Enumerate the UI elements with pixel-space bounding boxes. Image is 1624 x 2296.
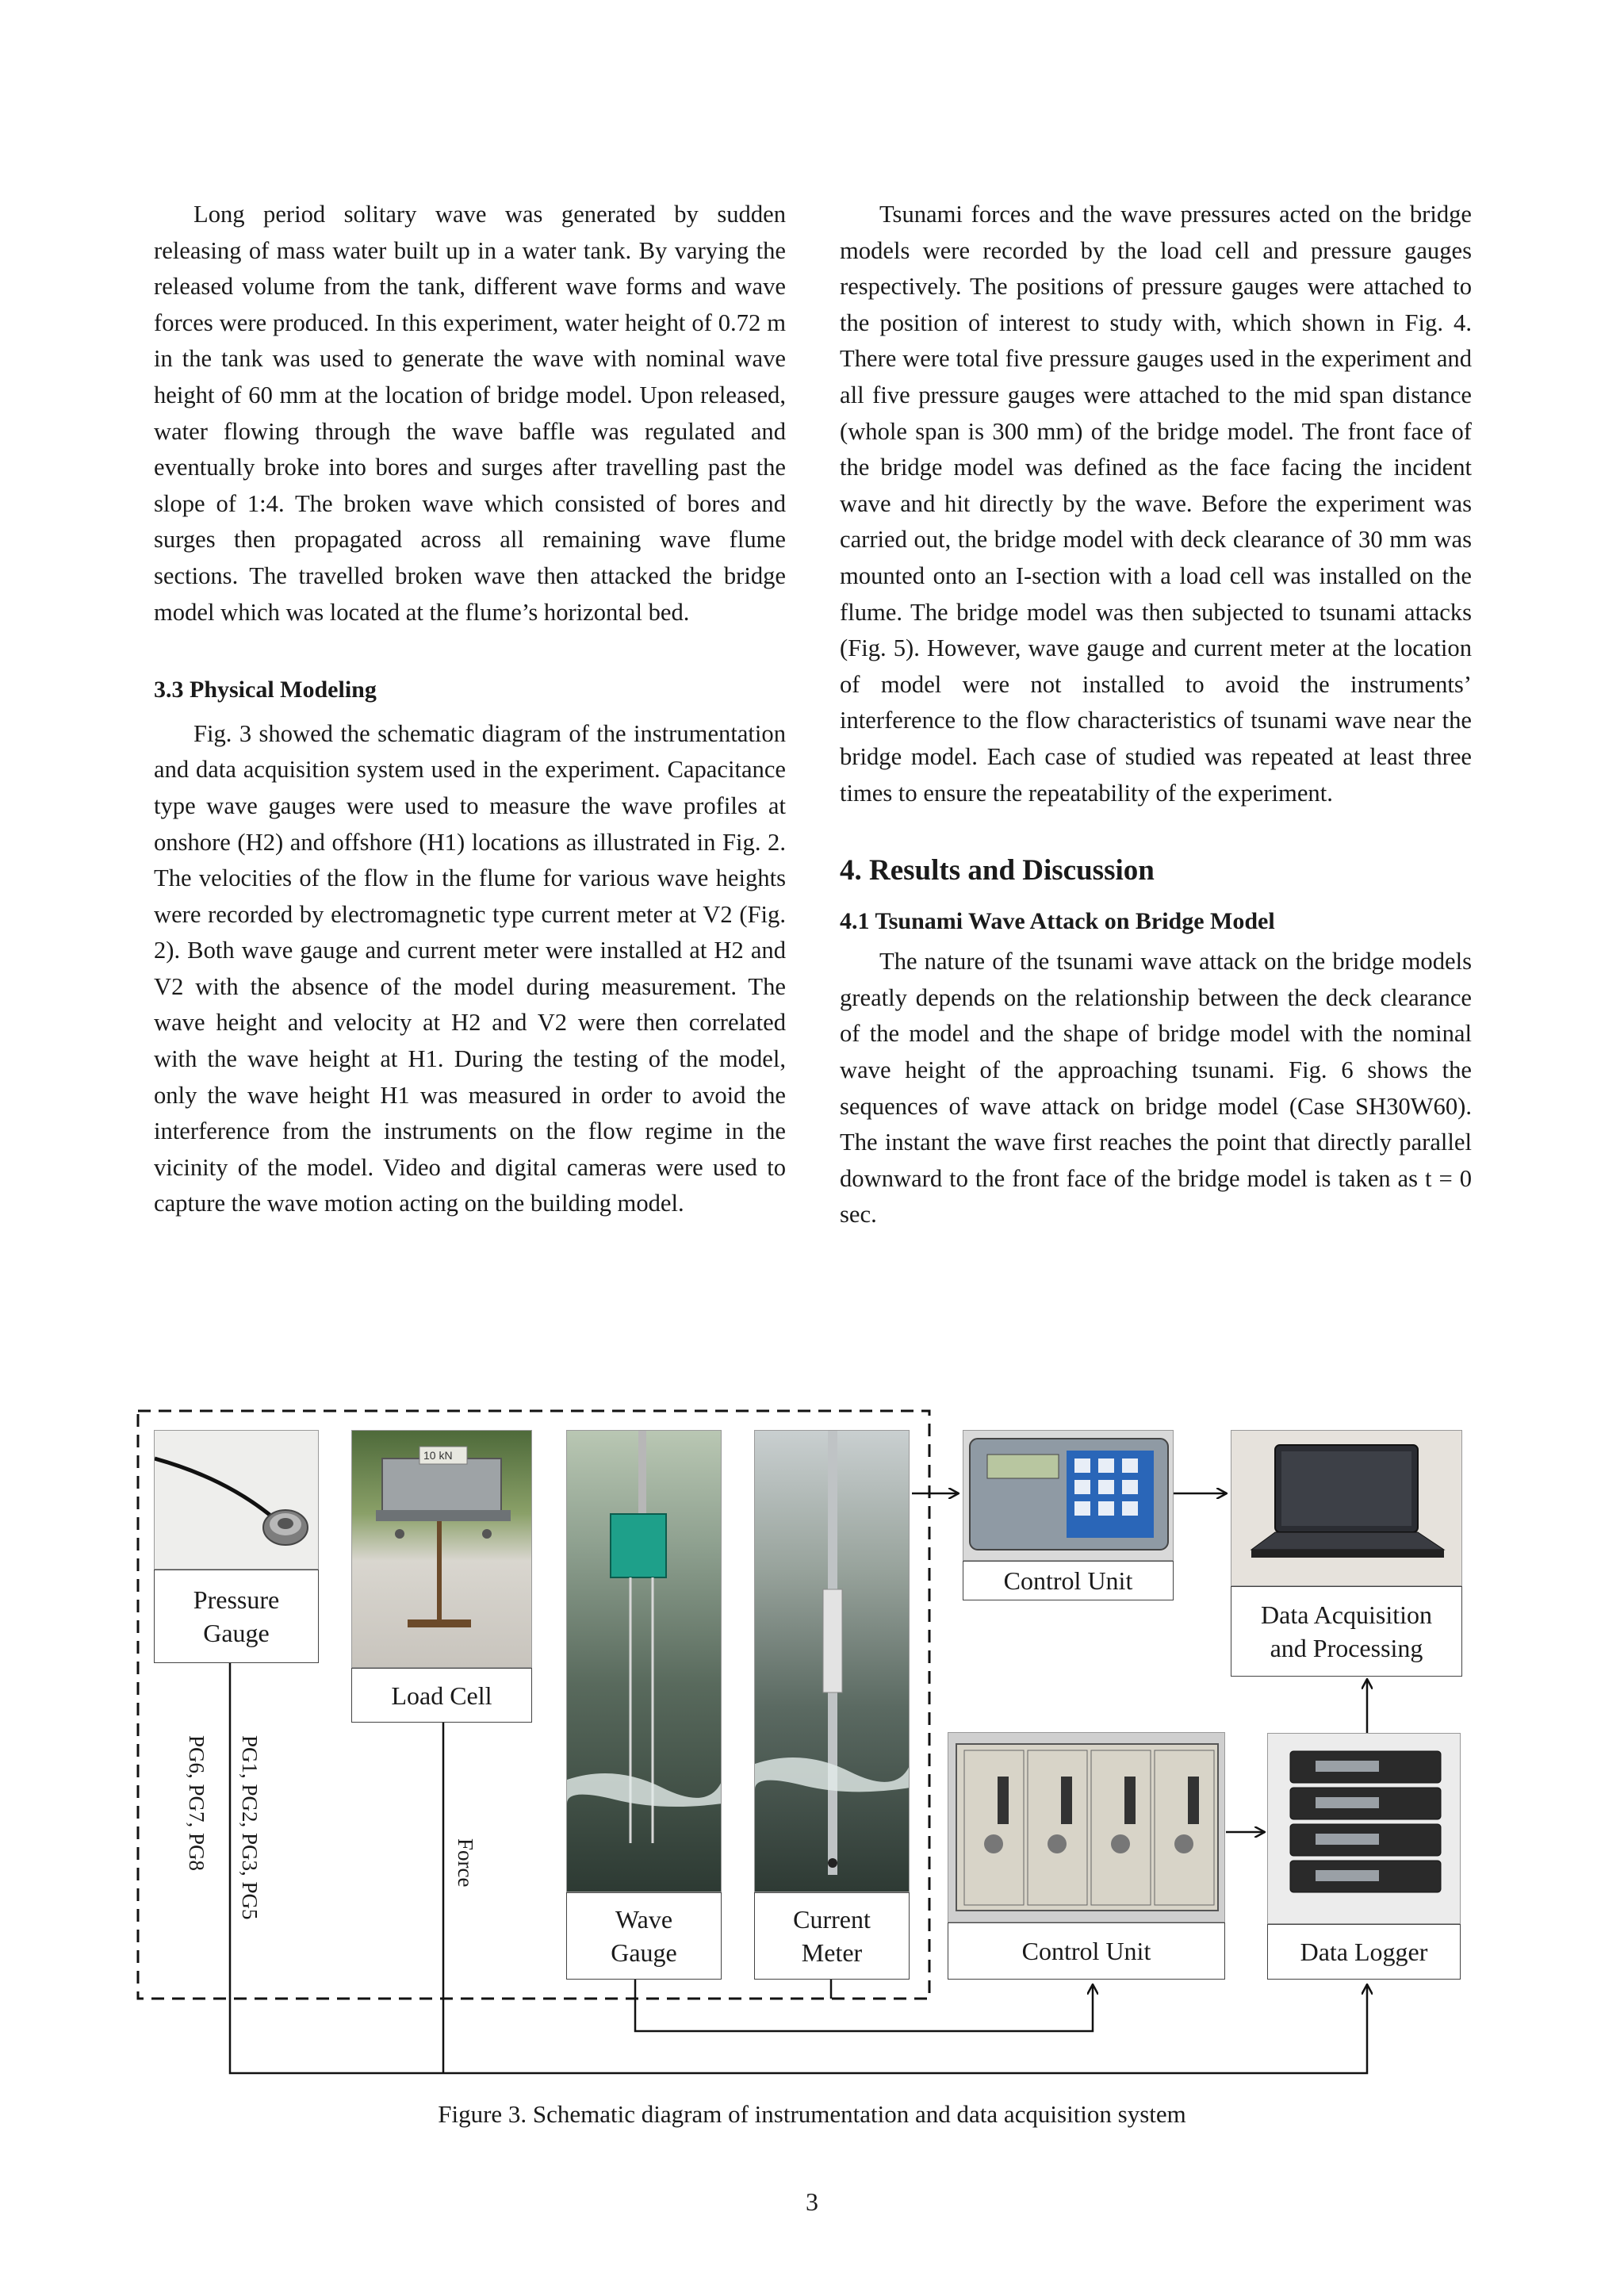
figure-caption: Figure 3. Schematic diagram of instrumentation and data acquisition system <box>438 2100 1186 2128</box>
data-logger-label: Data Logger <box>1267 1924 1461 1980</box>
pressure-gauge-icon <box>155 1431 319 1570</box>
control-unit-top-icon <box>963 1431 1174 1561</box>
page-number: 3 <box>806 2187 818 2216</box>
current-meter-icon <box>755 1431 910 1892</box>
section-heading-3-3: 3.3 Physical Modeling <box>154 677 377 703</box>
pressure-gauge-photo <box>154 1430 319 1570</box>
laptop-icon <box>1231 1431 1462 1586</box>
force-label: Force <box>454 1838 477 1888</box>
load-cell-tag: 10 kN <box>423 1449 453 1462</box>
right-paragraph-2: The nature of the tsunami wave attack on the bridge models greatly depends on the relationship between the deck clearance of the model and the shape of bridge model with the nominal wave height of the approaching tsunami. Fig. 6 shows the sequences of wave attack on bridge model (Case SH30W60). The instant the wave first reaches the point that directly parallel downward to the front face of the bridge model is taken as t = 0 sec. <box>840 948 1472 1228</box>
current-meter-label: Current Meter <box>754 1892 910 1980</box>
load-cell-label: Load Cell <box>351 1668 532 1723</box>
wave-gauge-line <box>635 1980 1093 2031</box>
control-unit-bottom-label: Control Unit <box>948 1922 1225 1980</box>
left-paragraph-2: Fig. 3 showed the schematic diagram of the instrumentation and data acquisition system used in the experiment. Capacitance type wave gauges were used to measure the wave profiles at onshore (H2) and offshore (H1) locations as illustrated in Fig. 2. The velocities of the flow in the flume for various wave heights were recorded by electromagnetic type current meter at V2 (Fig. 2). Both wave gauge and current meter were installed at H2 and V2 with the absence of the model during measurement. The wave height and velocity at H2 and V2 were then correlated with the wave height at H1. During the testing of the model, only the wave height H1 was measured in order to avoid the interference from the instruments on the flow regime in the vicinity of the model. Video and digital cameras were used to capture the wave motion acting on the building model. <box>154 719 786 1217</box>
control-unit-bottom-photo <box>948 1732 1225 1922</box>
wave-gauge-icon <box>567 1431 722 1892</box>
data-logger-photo <box>1267 1733 1461 1924</box>
pressure-gauge-label: Pressure Gauge <box>154 1570 319 1663</box>
current-meter-photo <box>754 1430 910 1892</box>
control-unit-top-label: Control Unit <box>963 1561 1174 1600</box>
load-cell-icon <box>352 1431 532 1668</box>
load-cell-photo <box>351 1430 532 1668</box>
wave-gauge-label: Wave Gauge <box>566 1892 722 1980</box>
right-paragraph-1: Tsunami forces and the wave pressures acted on the bridge models were recorded by the load cell and pressure gauges respectively. The positions of pressure gauges were attached to the position of interest to study with, which shown in Fig. 4. There were total five pressure gauges used in the experiment and all five pressure gauges were attached to the mid span distance (whole span is 300 mm) of the bridge model. The front face of the bridge model was defined as the face facing the incident wave and hit directly by the wave. Before the experiment was carried out, the bridge model with deck clearance of 30 mm was mounted onto an I-section with a load cell was installed on the flume. The bridge model was then subjected to tsunami attacks (Fig. 5). However, wave gauge and current meter at the location of model were not installed to avoid the instruments’ interference to the flow characteristics of tsunami wave near the bridge model. Each case of studied was repeated at least three times to ensure the repeatability of the experiment. <box>840 201 1472 807</box>
wave-gauge-photo <box>566 1430 722 1892</box>
data-acquisition-label: Data Acquisition and Processing <box>1231 1586 1462 1677</box>
subsection-heading-4-1: 4.1 Tsunami Wave Attack on Bridge Model <box>840 907 1275 934</box>
section-heading-4: 4. Results and Discussion <box>840 854 1155 887</box>
pg-group-a-label: PG6, PG7, PG8 <box>185 1735 209 1872</box>
data-logger-icon <box>1268 1734 1461 1924</box>
pg-group-b-label: PG1, PG2, PG3, PG5 <box>238 1735 262 1920</box>
left-paragraph-1: Long period solitary wave was generated by sudden releasing of mass water built up in a water tank. By varying the released volume from the tank, different wave forms and wave forces were produced. In this experiment, water height of 0.72 m in the tank was used to generate the wave with nominal wave height of 60 mm at the location of bridge model. Upon released, water flowing through the wave baffle was regulated and eventually broke into bores and surges after travelling past the slope of 1:4. The broken wave which consisted of bores and surges then propagated across all remaining wave flume sections. The travelled broken wave then attacked the bridge model which was located at the flume’s horizontal bed. <box>154 201 786 626</box>
control-unit-top-photo <box>963 1430 1174 1561</box>
data-acquisition-photo <box>1231 1430 1462 1586</box>
control-unit-bottom-icon <box>948 1733 1225 1922</box>
